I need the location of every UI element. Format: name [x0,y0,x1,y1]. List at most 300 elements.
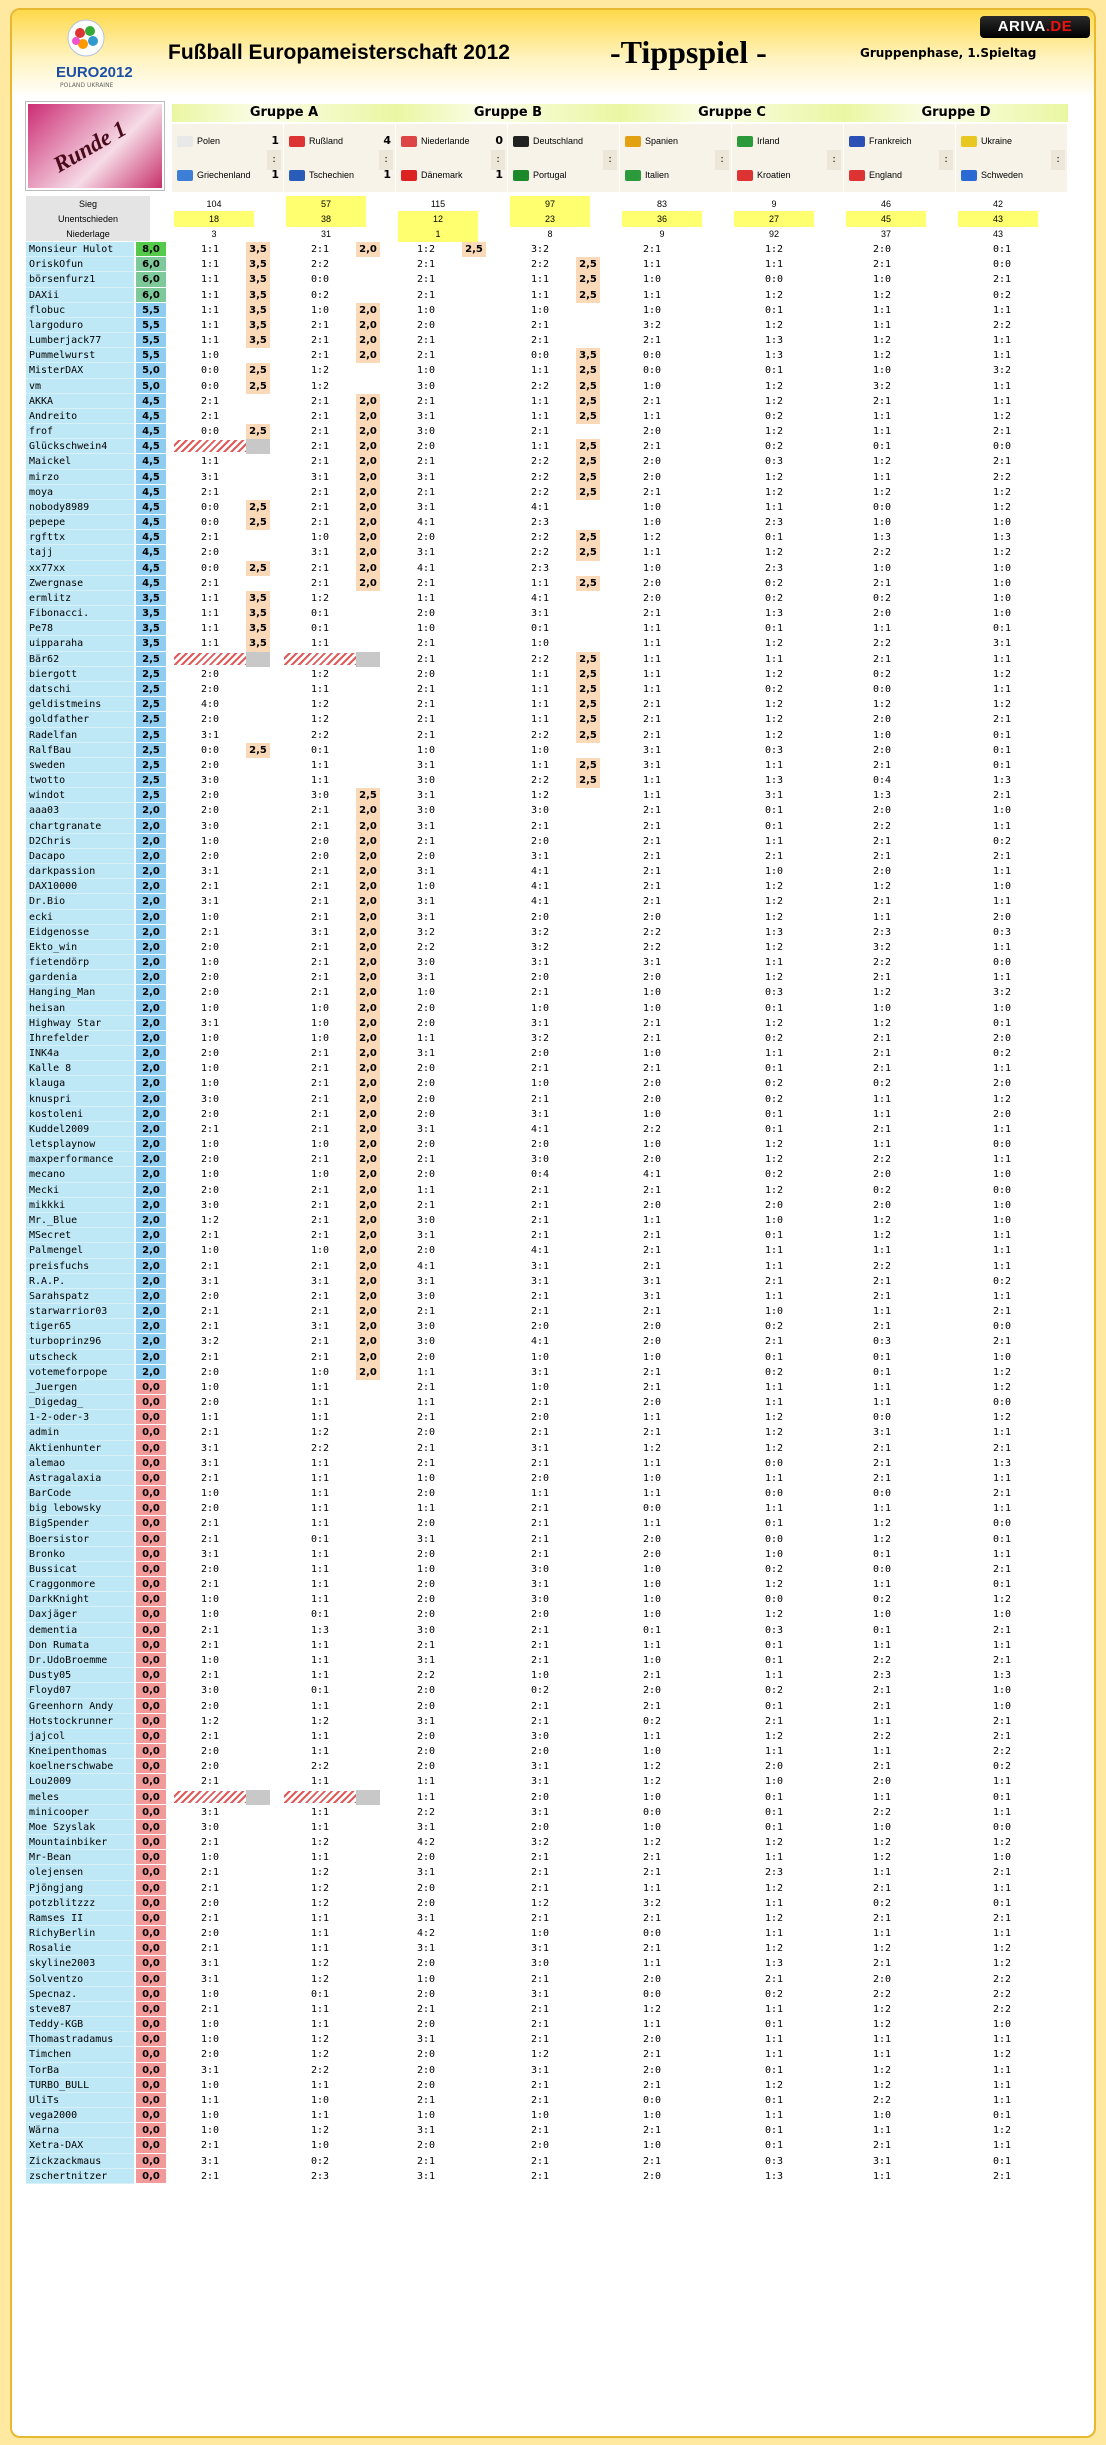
player-name[interactable]: Solventzo [26,1972,134,1987]
tip-value: 0:2 [764,1988,784,2000]
tip-value: 0:0 [992,1397,1012,1409]
player-name[interactable]: Pjöngjang [26,1881,134,1896]
tip-value: 1:1 [872,304,892,316]
tip-value: 2:1 [530,1912,550,1924]
player-name[interactable]: Zwergnase [26,576,134,591]
tip-points [462,803,486,818]
tip-value: 1:0 [642,1791,662,1803]
player-name[interactable]: Mr-Bean [26,1850,134,1865]
player-name[interactable]: turboprinz96 [26,1334,134,1349]
tip-points: 2,0 [356,515,380,530]
player-name[interactable]: koelnerschwabe [26,1759,134,1774]
tip-value: 3:0 [416,1290,436,1302]
player-name[interactable]: preisfuchs [26,1259,134,1274]
player-name[interactable]: Glückschwein4 [26,439,134,454]
player-name[interactable]: Hotstockrunner [26,1714,134,1729]
player-name[interactable]: kostoleni [26,1107,134,1122]
player-name[interactable]: _Juergen [26,1380,134,1395]
player-name[interactable]: INK4a [26,1046,134,1061]
match-card[interactable] [284,124,396,192]
player-name[interactable]: Kalle 8 [26,1061,134,1076]
tip-value: 2:1 [310,1260,330,1272]
player-name[interactable]: Mr._Blue [26,1213,134,1228]
player-name[interactable]: BigSpender [26,1516,134,1531]
player-points: 0,0 [136,1380,166,1395]
tip-points [576,2078,600,2093]
player-name[interactable]: sweden [26,758,134,773]
player-name[interactable]: Sarahspatz [26,1289,134,1304]
tip-value: 1:0 [992,2019,1012,2031]
tip-value: 2:1 [416,2003,436,2015]
tip-value: 2:1 [310,562,330,574]
player-name[interactable]: DAX10000 [26,879,134,894]
table-row [26,1046,1088,1061]
player-name[interactable]: rgfttx [26,530,134,545]
tip-value: 3:0 [530,1730,550,1742]
tip-value: 2:0 [416,1488,436,1500]
tip-value: 0:2 [764,1321,784,1333]
tip-points: 2,5 [576,530,600,545]
player-name[interactable]: knuspri [26,1092,134,1107]
tip-value: 3:0 [530,805,550,817]
tip-value: 1:2 [992,547,1012,559]
player-name[interactable]: alemao [26,1456,134,1471]
player-name[interactable]: potzblitzzz [26,1896,134,1911]
player-points: 5,5 [136,333,166,348]
tip-value: 1:2 [764,1837,784,1849]
player-name[interactable]: Lumberjack77 [26,333,134,348]
tip-value: 1:0 [416,1563,436,1575]
tip-points: 2,0 [356,303,380,318]
tip-value: 2:1 [530,1715,550,1727]
player-name[interactable]: pepepe [26,515,134,530]
tip-value: 2:0 [530,1791,550,1803]
player-name[interactable]: Maickel [26,454,134,469]
tip-points [462,2063,486,2078]
tip-value: 1:1 [200,289,220,301]
tip-value: 3:1 [416,1912,436,1924]
tip-points [356,1547,380,1562]
home-team-name: Ukraine [981,136,1013,146]
player-name[interactable]: moya [26,485,134,500]
tip-value: 0:2 [764,577,784,589]
player-name[interactable]: Rosalie [26,1941,134,1956]
tip-value: 2:1 [992,1306,1012,1318]
player-name[interactable]: jajcol [26,1729,134,1744]
tip-value: 1:1 [764,1670,784,1682]
stats-value: 83 [656,199,667,209]
score-separator: : [603,150,617,170]
player-name[interactable]: Wärna [26,2123,134,2138]
tip-value: 3:0 [416,775,436,787]
player-name[interactable]: UliTs [26,2093,134,2108]
match-card[interactable] [620,124,732,192]
player-name[interactable]: steve87 [26,2002,134,2017]
player-name[interactable]: tajj [26,545,134,560]
tip-value: 1:1 [872,2049,892,2061]
tip-value: 1:1 [310,759,330,771]
tip-value: 1:1 [992,2094,1012,2106]
tip-points [576,1319,600,1334]
tip-value: 1:0 [200,350,220,362]
player-points: 2,5 [136,712,166,727]
tip-value: 0:1 [310,1609,330,1621]
tip-value: 1:1 [872,1381,892,1393]
tip-value: 1:2 [764,486,784,498]
player-name[interactable]: votemeforpope [26,1365,134,1380]
player-name[interactable]: _Digedag_ [26,1395,134,1410]
tip-value: 2:1 [642,1260,662,1272]
player-name[interactable]: TURBO_BULL [26,2078,134,2093]
player-name[interactable]: Andreito [26,409,134,424]
tip-value: 4:1 [416,517,436,529]
player-name[interactable]: Boersistor [26,1532,134,1547]
tip-value: 2:0 [642,592,662,604]
player-name[interactable]: Radelfan [26,728,134,743]
player-name[interactable]: chartgranate [26,819,134,834]
tip-value: 1:1 [310,1503,330,1515]
player-name[interactable]: Palmengel [26,1243,134,1258]
tip-points [576,2108,600,2123]
tip-value: 2:2 [872,1988,892,2000]
tip-points [576,1486,600,1501]
match-card[interactable] [508,124,620,192]
player-name[interactable]: Dr.UdoBroemme [26,1653,134,1668]
away-score: 1 [495,168,503,181]
player-name[interactable]: flobuc [26,303,134,318]
table-row [26,1456,1088,1471]
player-name[interactable]: olejensen [26,1865,134,1880]
player-name[interactable]: Timchen [26,2047,134,2062]
tip-points [356,2032,380,2047]
tip-value: 1:2 [764,547,784,559]
player-name[interactable]: skyline2003 [26,1956,134,1971]
tip-value: 1:1 [642,668,662,680]
tip-value: 1:0 [642,1563,662,1575]
player-name[interactable]: klauga [26,1076,134,1091]
player-name[interactable]: Xetra-DAX [26,2138,134,2153]
player-name[interactable]: Lou2009 [26,1774,134,1789]
player-name[interactable]: Dr.Bio [26,894,134,909]
player-name[interactable]: R.A.P. [26,1274,134,1289]
player-name[interactable]: Astragalaxia [26,1471,134,1486]
player-name[interactable]: Monsieur Hulot [26,242,134,257]
player-name[interactable]: goldfather [26,712,134,727]
player-name[interactable]: xx77xx [26,561,134,576]
player-name[interactable]: Eidgenosse [26,925,134,940]
player-name[interactable]: biergott [26,667,134,682]
tip-value: 1:1 [992,1548,1012,1560]
player-name[interactable]: geldistmeins [26,697,134,712]
match-card[interactable] [844,124,956,192]
tip-points [246,728,270,743]
player-name[interactable]: ermlitz [26,591,134,606]
tip-points: 2,0 [356,439,380,454]
tip-value: 2:1 [530,335,550,347]
player-name[interactable]: mikkki [26,1198,134,1213]
player-name[interactable]: mirzo [26,470,134,485]
table-row [26,1395,1088,1410]
player-name[interactable]: Bär62 [26,652,134,667]
player-name[interactable]: Thomastradamus [26,2032,134,2047]
player-name[interactable]: Pummelwurst [26,348,134,363]
tip-value: 1:2 [992,1943,1012,1955]
player-name[interactable]: admin [26,1425,134,1440]
player-name[interactable]: AKKA [26,394,134,409]
tip-value: 3:0 [416,380,436,392]
table-row [26,1562,1088,1577]
tip-value: 2:0 [416,1594,436,1606]
player-name[interactable]: vm [26,379,134,394]
stats-value: 37 [880,229,891,239]
tip-value: 2:1 [872,972,892,984]
tip-value: 1:2 [872,335,892,347]
player-name[interactable]: utscheck [26,1350,134,1365]
player-name[interactable]: mecano [26,1167,134,1182]
table-row [26,1061,1088,1076]
player-name[interactable]: vega2000 [26,2108,134,2123]
tip-points: 2,0 [356,1107,380,1122]
player-name[interactable]: uipparaha [26,636,134,651]
tip-points: 2,5 [246,363,270,378]
tip-points [356,1956,380,1971]
player-name[interactable]: Ramses II [26,1911,134,1926]
tip-value: 2:1 [310,1290,330,1302]
tip-value: 1:2 [310,1882,330,1894]
player-name[interactable]: datschi [26,682,134,697]
player-name[interactable]: Zickzackmaus [26,2154,134,2169]
tip-points [462,1911,486,1926]
player-name[interactable]: Moe Szyslak [26,1820,134,1835]
player-points: 2,0 [136,1001,166,1016]
tip-points: 2,5 [246,743,270,758]
player-points: 0,0 [136,1881,166,1896]
player-name[interactable]: RalfBau [26,743,134,758]
tip-value: 0:0 [200,501,220,513]
player-name[interactable]: Bussicat [26,1562,134,1577]
player-name[interactable]: DAXii [26,288,134,303]
tip-points [462,970,486,985]
player-name[interactable]: TorBa [26,2063,134,2078]
tip-value: 1:1 [200,608,220,620]
tip-points [576,1820,600,1835]
tip-points [462,1243,486,1258]
tip-value: 1:2 [310,1958,330,1970]
match-card[interactable] [732,124,844,192]
player-name[interactable]: Highway Star [26,1016,134,1031]
player-points: 2,0 [136,1092,166,1107]
tip-points: 2,0 [356,1016,380,1031]
tip-value: 0:3 [764,2155,784,2167]
player-name[interactable]: DarkKnight [26,1592,134,1607]
player-points: 0,0 [136,2123,166,2138]
player-name[interactable]: Bronko [26,1547,134,1562]
tip-value: 1:2 [764,1609,784,1621]
player-name[interactable]: maxperformance [26,1152,134,1167]
table-row [26,1607,1088,1622]
player-points: 2,0 [136,985,166,1000]
tip-value: 1:3 [992,775,1012,787]
stats-value: 27 [734,211,814,227]
tip-points [246,1380,270,1395]
player-points: 2,0 [136,1016,166,1031]
tip-value: 3:1 [530,1260,550,1272]
player-name[interactable]: 1-2-oder-3 [26,1410,134,1425]
player-name[interactable]: Ekto_win [26,940,134,955]
tip-points: 2,0 [356,1289,380,1304]
player-name[interactable]: Teddy-KGB [26,2017,134,2032]
player-name[interactable]: Aktienhunter [26,1441,134,1456]
player-name[interactable]: minicooper [26,1805,134,1820]
tip-value: 1:1 [764,1746,784,1758]
stats-label: Unentschieden [26,211,150,227]
ariva-logo-link[interactable] [980,16,1090,38]
player-name[interactable]: Specnaz. [26,1987,134,2002]
tip-points [356,1699,380,1714]
tip-points: 2,0 [356,849,380,864]
player-name[interactable]: MSecret [26,1228,134,1243]
player-name[interactable]: Dusty05 [26,1668,134,1683]
player-name[interactable]: gardenia [26,970,134,985]
tip-value: 1:1 [310,1670,330,1682]
tip-value: 2:0 [200,1154,220,1166]
tip-value: 2:0 [200,547,220,559]
tip-points [462,470,486,485]
tip-value: 2:2 [310,259,330,271]
player-name[interactable]: Hanging_Man [26,985,134,1000]
tip-points [356,667,380,682]
tip-value: 3:1 [416,1230,436,1242]
player-name[interactable]: OriskOfun [26,257,134,272]
player-name[interactable]: börsenfurz1 [26,272,134,287]
player-points: 2,0 [136,1228,166,1243]
player-name[interactable]: fietendörp [26,955,134,970]
tip-value: 1:0 [200,1488,220,1500]
tip-points: 2,0 [356,819,380,834]
match-card[interactable] [172,124,284,192]
player-name[interactable]: windot [26,788,134,803]
match-card[interactable] [956,124,1068,192]
player-name[interactable]: Don Rumata [26,1638,134,1653]
player-points: 2,0 [136,1183,166,1198]
tip-value: 2:0 [992,1032,1012,1044]
player-name[interactable]: zschertnitzer [26,2169,134,2184]
player-points: 2,0 [136,1334,166,1349]
player-name[interactable]: frof [26,424,134,439]
player-name[interactable]: Fibonacci. [26,606,134,621]
table-row [26,1289,1088,1304]
player-name[interactable]: Floyd07 [26,1683,134,1698]
player-points: 2,0 [136,1137,166,1152]
tip-value: 1:2 [764,1943,784,1955]
match-card[interactable] [396,124,508,192]
player-name[interactable]: Dacapo [26,849,134,864]
player-name[interactable]: Pe78 [26,621,134,636]
player-name[interactable]: ecki [26,910,134,925]
tip-value: 1:0 [200,1245,220,1257]
stats-value: 104 [206,199,222,209]
tip-value: 1:2 [764,1579,784,1591]
tip-points [576,1668,600,1683]
player-name[interactable]: tiger65 [26,1319,134,1334]
tip-value: 1:2 [992,2125,1012,2137]
tip-points [462,500,486,515]
tip-value: 1:1 [992,2140,1012,2152]
tip-value: 2:0 [200,805,220,817]
player-name[interactable]: aaa03 [26,803,134,818]
tip-value: 1:1 [310,2003,330,2015]
player-name[interactable]: largoduro [26,318,134,333]
tip-points [246,1486,270,1501]
player-name[interactable]: dementia [26,1623,134,1638]
tip-points [246,1137,270,1152]
player-name[interactable]: Mecki [26,1183,134,1198]
tip-points [462,394,486,409]
table-row [26,955,1088,970]
table-row [26,894,1088,909]
player-name[interactable]: Ihrefelder [26,1031,134,1046]
table-row [26,2169,1088,2184]
tip-value: 2:2 [530,471,550,483]
player-name[interactable]: Kuddel2009 [26,1122,134,1137]
player-name[interactable]: MisterDAX [26,363,134,378]
player-name[interactable]: Greenhorn Andy [26,1699,134,1714]
tip-value: 3:1 [530,1988,550,2000]
player-name[interactable]: Daxjäger [26,1607,134,1622]
table-row [26,2063,1088,2078]
away-team [849,170,902,181]
player-name[interactable]: darkpassion [26,864,134,879]
tip-value: 2:1 [530,2019,550,2031]
flag-icon [401,136,417,147]
player-name[interactable]: D2Chris [26,834,134,849]
tip-value: 2:1 [200,1427,220,1439]
tip-value: 3:1 [642,744,662,756]
tip-value: 1:0 [764,1548,784,1560]
tip-value: 2:2 [530,729,550,741]
tip-value: 2:1 [530,1882,550,1894]
player-name[interactable]: big lebowsky [26,1501,134,1516]
stats-value: 9 [659,229,665,239]
tip-value: 1:1 [530,365,550,377]
tip-value: 1:1 [992,2034,1012,2046]
away-score: 1 [271,168,279,181]
tip-value: 2:0 [310,835,330,847]
tip-value: 1:1 [872,1093,892,1105]
tip-value: 2:1 [200,1260,220,1272]
player-name[interactable]: Mountainbiker [26,1835,134,1850]
player-points: 2,5 [136,697,166,712]
tip-points [462,788,486,803]
player-name[interactable]: heisan [26,1001,134,1016]
tip-points: 2,0 [356,1046,380,1061]
tip-points: 2,0 [356,1092,380,1107]
player-name[interactable]: nobody8989 [26,500,134,515]
tip-value: 1:0 [992,562,1012,574]
player-name[interactable]: meles [26,1790,134,1805]
player-name[interactable]: BarCode [26,1486,134,1501]
table-row [26,1471,1088,1486]
player-name[interactable]: RichyBerlin [26,1926,134,1941]
away-team [513,170,567,181]
tip-value: 3:0 [200,1199,220,1211]
player-name[interactable]: Kneipenthomas [26,1744,134,1759]
player-name[interactable]: Craggonmore [26,1577,134,1592]
player-name[interactable]: twotto [26,773,134,788]
player-name[interactable]: letsplaynow [26,1137,134,1152]
tip-points [356,1850,380,1865]
player-name[interactable]: starwarrior03 [26,1304,134,1319]
